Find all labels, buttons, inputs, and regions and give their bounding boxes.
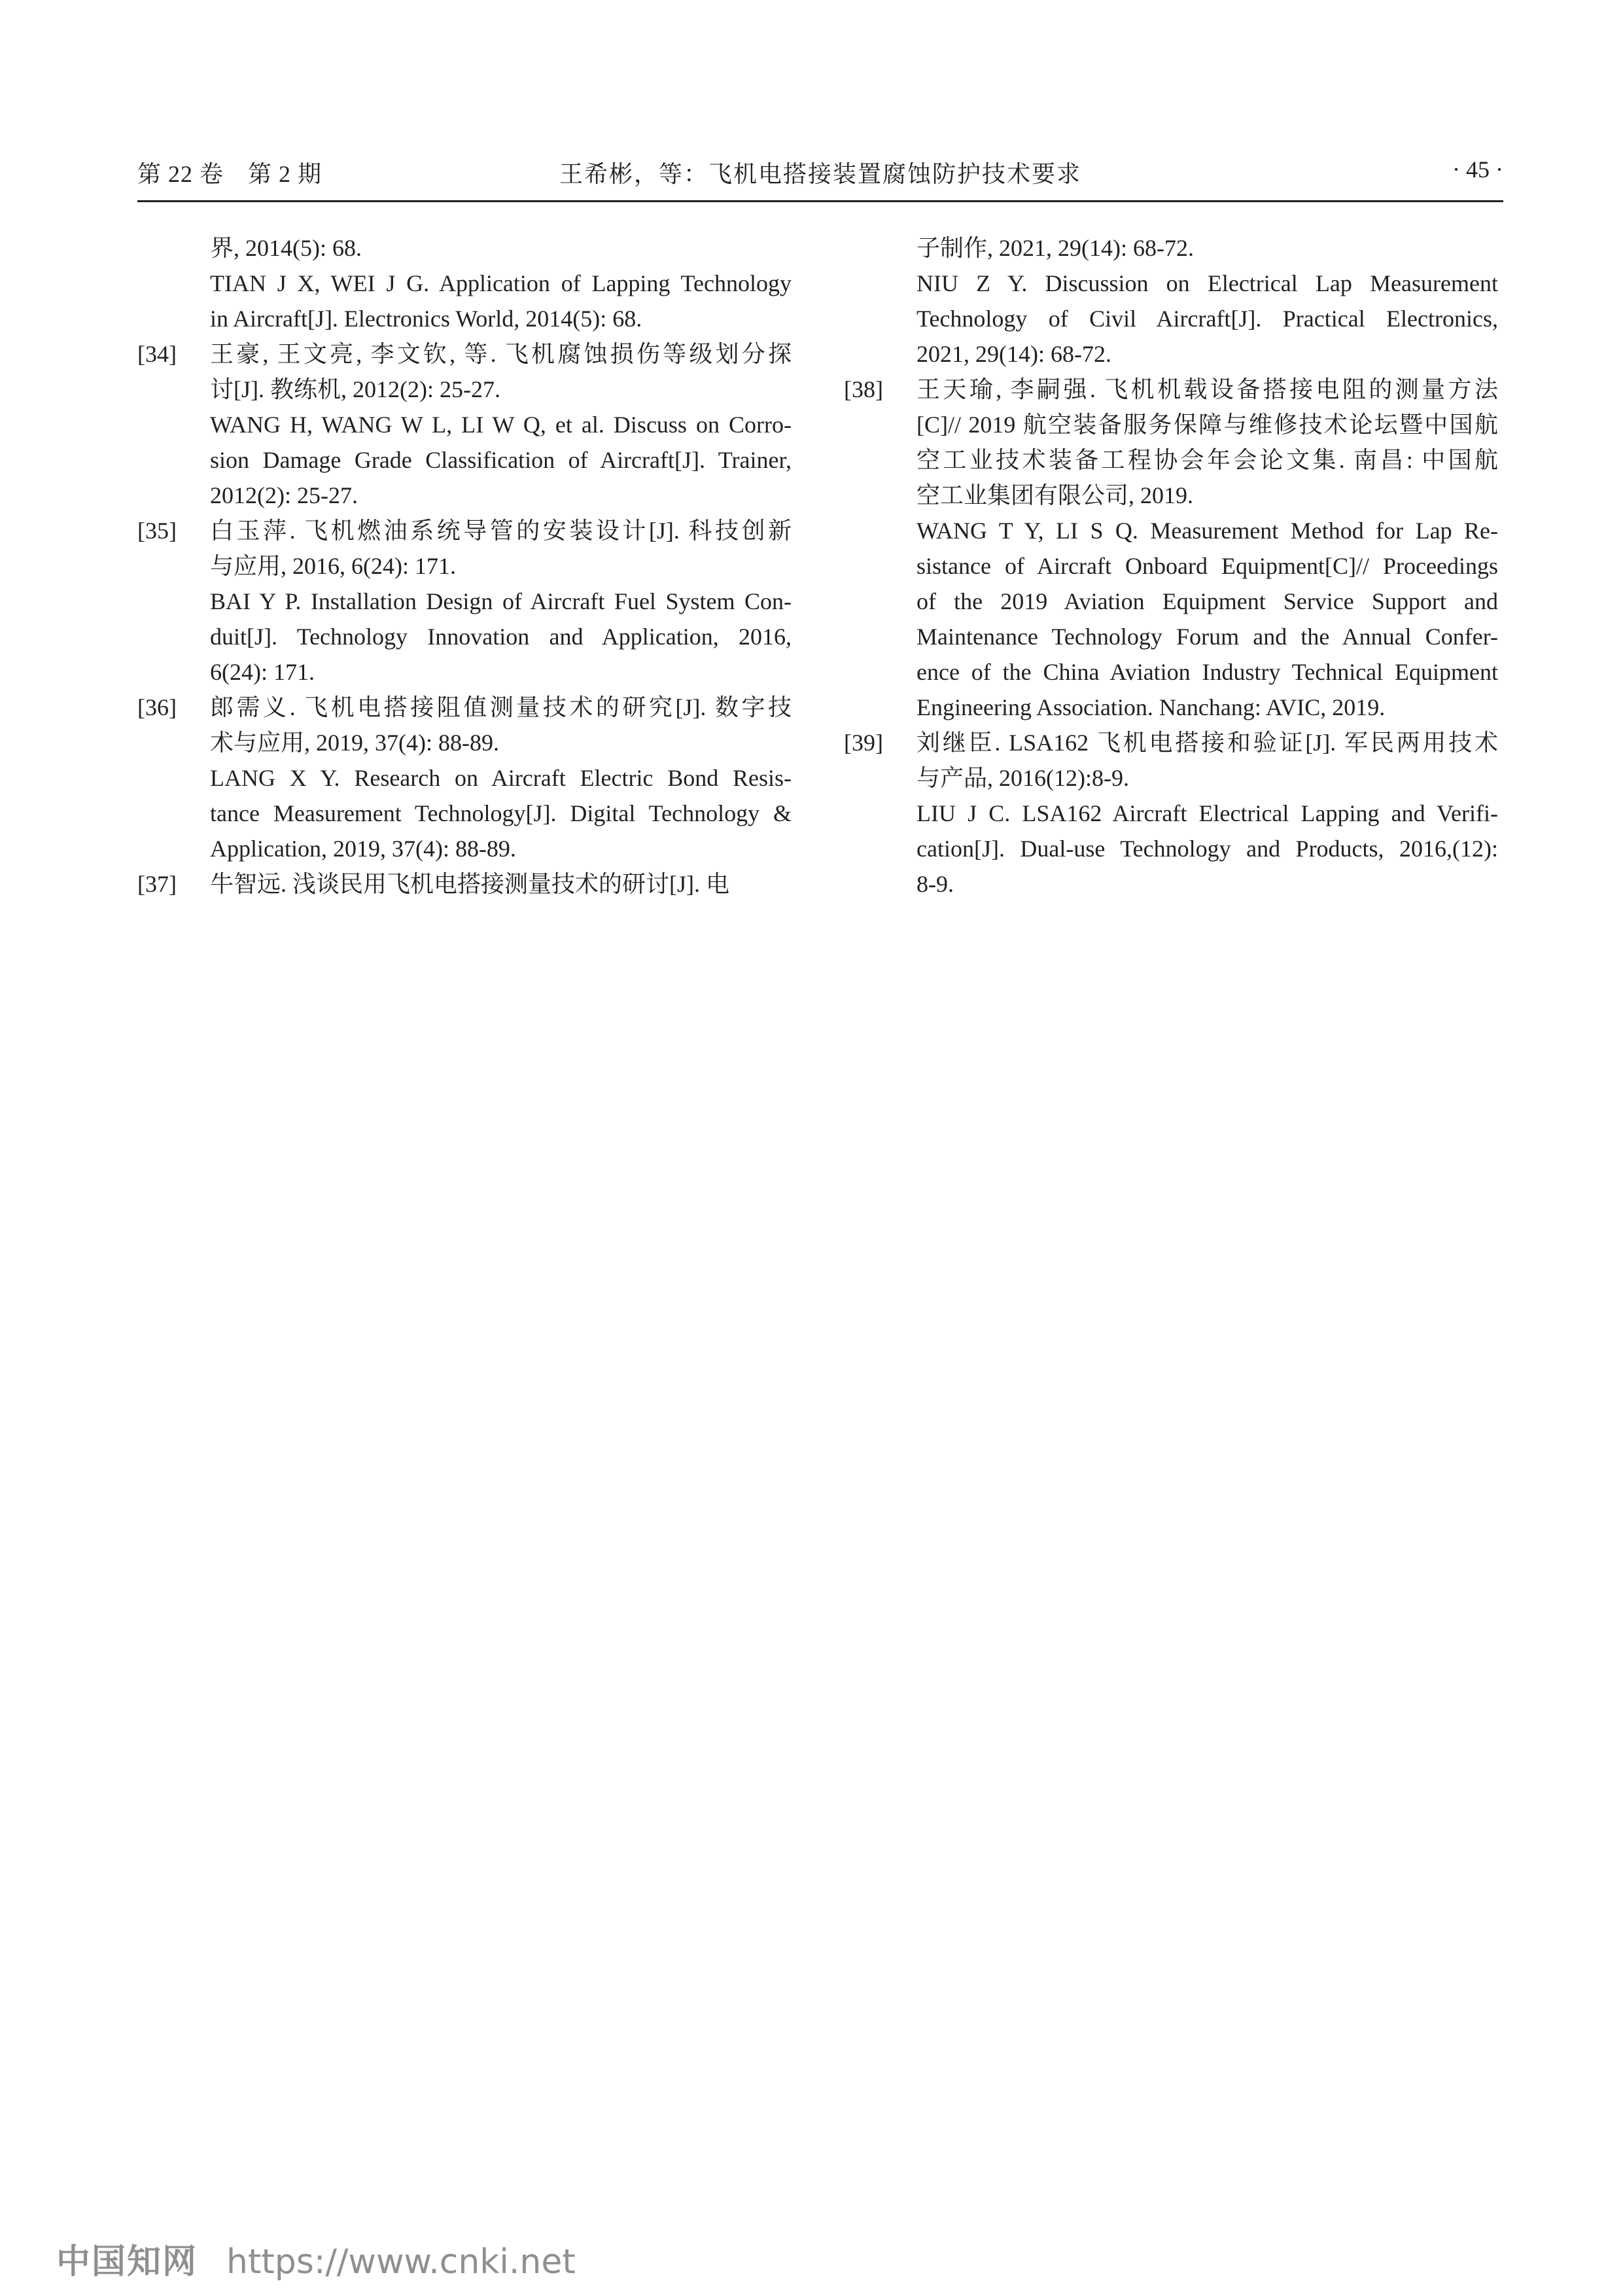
- reference-line: 2021, 29(14): 68-72.: [916, 341, 1111, 367]
- reference-line: Maintenance Technology Forum and the Annual Confer-: [916, 624, 1498, 650]
- reference-number: [39]: [844, 730, 883, 756]
- running-title: 王希彬，等：飞机电搭接装置腐蚀防护技术要求: [559, 161, 1081, 187]
- reference-line: 子制作, 2021, 29(14): 68-72.: [916, 235, 1194, 261]
- reference-entry: [844, 372, 1498, 725]
- reference-line: Engineering Association. Nanchang: AVIC, 2019.: [916, 694, 1386, 720]
- reference-line: tance Measurement Technology[J]. Digital Technology &: [210, 800, 792, 826]
- references-left-column: [137, 230, 792, 902]
- reference-line: 空工业集团有限公司, 2019.: [916, 482, 1194, 508]
- references-right-column: [844, 230, 1498, 902]
- reference-line: 界, 2014(5): 68.: [210, 235, 362, 261]
- reference-line: 刘继臣. LSA162 飞机电搭接和验证[J]. 军民两用技术: [916, 730, 1498, 756]
- watermark-url[interactable]: https://www.cnki.net: [226, 2242, 576, 2282]
- watermark-cnki-logo-text: 中国知网: [56, 2242, 198, 2282]
- reference-line: of the 2019 Aviation Equipment Service Support and: [916, 588, 1498, 614]
- reference-line: [C]// 2019 航空装备服务保障与维修技术论坛暨中国航: [916, 412, 1498, 438]
- reference-line: LIU J C. LSA162 Aircraft Electrical Lapping and Verifi-: [916, 800, 1498, 826]
- reference-line: 王天瑜, 李嗣强. 飞机机载设备搭接电阻的测量方法: [916, 376, 1498, 402]
- reference-entry: [844, 725, 1498, 902]
- page-number: · 45 ·: [1452, 156, 1503, 183]
- reference-number: [36]: [137, 694, 177, 720]
- header-rule: [137, 200, 1503, 202]
- reference-line: cation[J]. Dual-use Technology and Products, 2016,(12):: [916, 836, 1498, 862]
- reference-line: TIAN J X, WEI J G. Application of Lapping Technology: [210, 270, 792, 296]
- reference-number: [38]: [844, 376, 883, 402]
- reference-entry: [137, 690, 792, 866]
- reference-entry: [844, 230, 1498, 372]
- reference-line: 与应用, 2016, 6(24): 171.: [210, 553, 456, 579]
- reference-line: duit[J]. Technology Innovation and Application, 2016,: [210, 624, 792, 650]
- reference-entry: [137, 866, 792, 902]
- reference-line: LANG X Y. Research on Aircraft Electric Bond Resis-: [210, 765, 792, 791]
- reference-line: in Aircraft[J]. Electronics World, 2014(5): 68.: [210, 306, 642, 332]
- reference-line: 8-9.: [916, 871, 954, 897]
- reference-line: BAI Y P. Installation Design of Aircraft Fuel System Con-: [210, 588, 792, 614]
- reference-line: Application, 2019, 37(4): 88-89.: [210, 836, 516, 862]
- reference-line: 牛智远. 浅谈民用飞机电搭接测量技术的研讨[J]. 电: [210, 871, 729, 897]
- reference-line: WANG H, WANG W L, LI W Q, et al. Discuss on Corro-: [210, 412, 792, 438]
- reference-entry: [137, 336, 792, 513]
- reference-number: [35]: [137, 518, 177, 544]
- reference-line: sion Damage Grade Classification of Aircraft[J]. Trainer,: [210, 447, 792, 473]
- reference-entry: [137, 513, 792, 690]
- reference-line: 讨[J]. 教练机, 2012(2): 25-27.: [210, 376, 500, 402]
- cnki-watermark: [56, 2234, 576, 2283]
- journal-issue: 第 22 卷 第 2 期: [137, 161, 323, 187]
- reference-line: Technology of Civil Aircraft[J]. Practical Electronics,: [916, 306, 1498, 332]
- reference-entry: [137, 230, 792, 336]
- reference-line: WANG T Y, LI S Q. Measurement Method for Lap Re-: [916, 518, 1498, 544]
- reference-number: [37]: [137, 871, 177, 897]
- reference-line: NIU Z Y. Discussion on Electrical Lap Measurement: [916, 270, 1498, 296]
- reference-line: 郎需义. 飞机电搭接阻值测量技术的研究[J]. 数字技: [210, 694, 792, 720]
- reference-line: 6(24): 171.: [210, 659, 315, 685]
- reference-line: 王豪, 王文亮, 李文钦, 等. 飞机腐蚀损伤等级划分探: [210, 341, 792, 367]
- reference-number: [34]: [137, 341, 177, 367]
- reference-line: 术与应用, 2019, 37(4): 88-89.: [210, 730, 499, 756]
- running-header: [137, 156, 1503, 195]
- reference-line: sistance of Aircraft Onboard Equipment[C]// Proceedings: [916, 553, 1498, 579]
- reference-line: 空工业技术装备工程协会年会论文集. 南昌: 中国航: [916, 447, 1498, 473]
- reference-line: 与产品, 2016(12):8-9.: [916, 765, 1129, 791]
- reference-line: 2012(2): 25-27.: [210, 482, 358, 508]
- reference-line: ence of the China Aviation Industry Technical Equipment: [916, 659, 1498, 685]
- reference-line: 白玉萍. 飞机燃油系统导管的安装设计[J]. 科技创新: [210, 518, 792, 544]
